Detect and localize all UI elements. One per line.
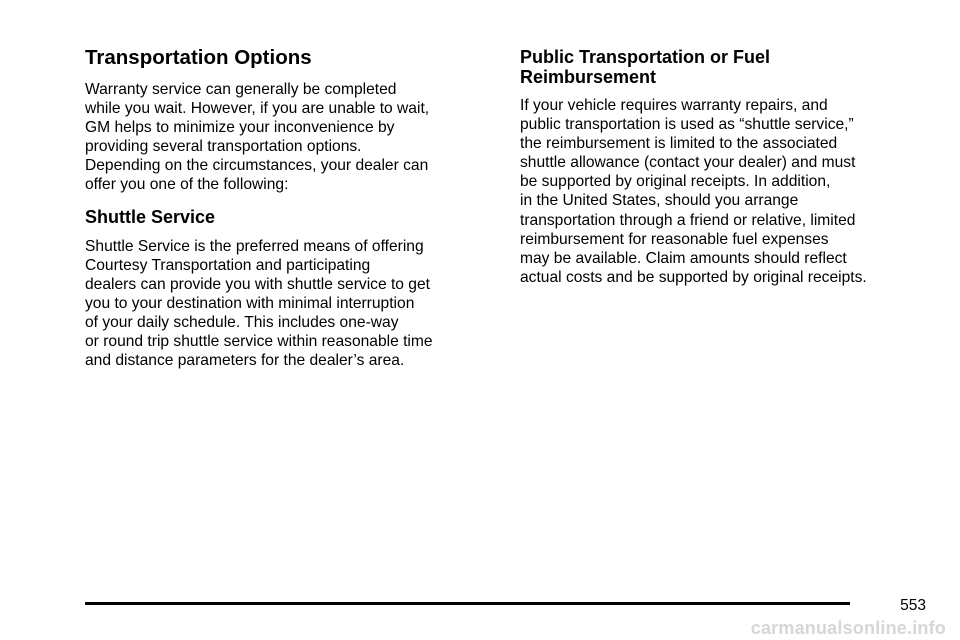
footer-rule bbox=[85, 602, 850, 605]
section-title: Transportation Options bbox=[85, 46, 312, 69]
watermark-text: carmanualsonline.info bbox=[750, 618, 946, 638]
page-number: 553 bbox=[900, 597, 926, 614]
right-column bbox=[520, 47, 930, 299]
public-transportation-heading: Public Transportation or Fuel Reimbursement bbox=[520, 47, 771, 87]
shuttle-service-heading: Shuttle Service bbox=[85, 206, 216, 227]
intro-paragraph: Warranty service can generally be completed while you wait. However, if you are unable to wait, GM helps to minimize your inconvenience by providing several transportation options. Depending on the circumstances, your dealer can offer you one of the following: bbox=[85, 81, 430, 194]
public-transportation-paragraph: If your vehicle requires warranty repairs, and public transportation is used as “shuttle service,” the reimbursement is limited to the associated shuttle allowance (contact your dealer) and must be supported by original receipts. In addition, in the United States, should you arrange transportation through a friend or relative, limited reimbursement for reasonable fuel expenses may be available. Claim amounts should reflect actual costs and be supported by original receipts. bbox=[520, 97, 867, 286]
left-column bbox=[85, 47, 495, 382]
shuttle-service-paragraph: Shuttle Service is the preferred means of offering Courtesy Transportation and participating dealers can provide you with shuttle service to get you to your destination with minimal interruption of your daily schedule. This includes one-way or round trip shuttle service within reasonable time and distance parameters for the dealer’s area. bbox=[85, 237, 433, 370]
